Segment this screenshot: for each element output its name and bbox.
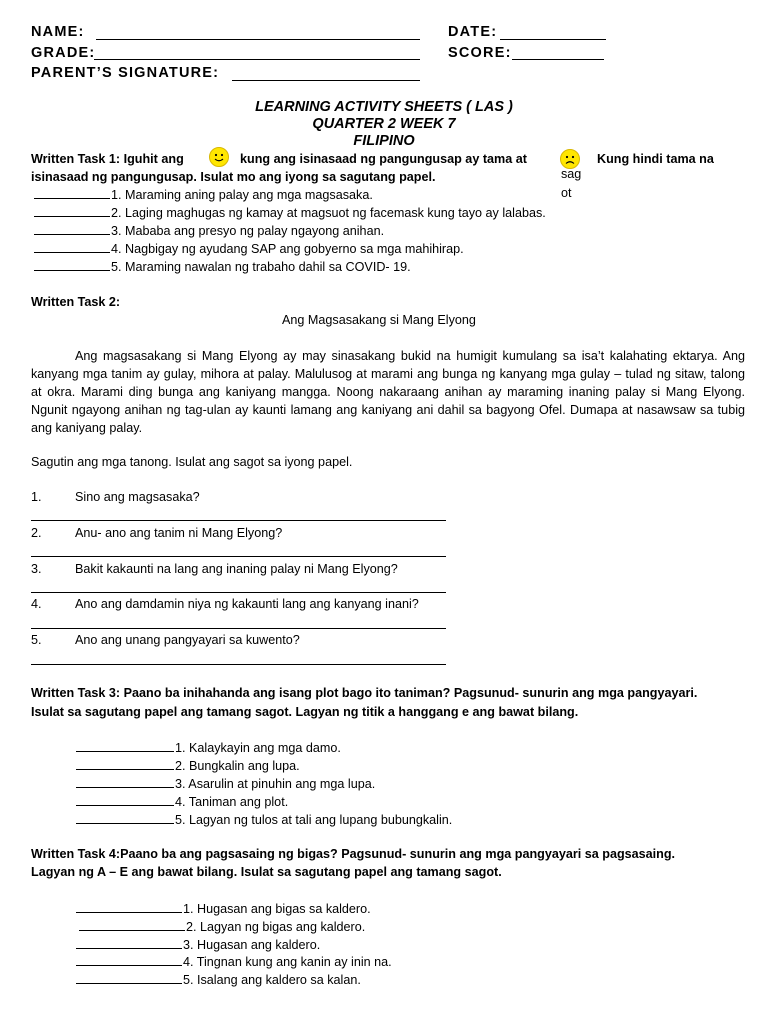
task1-item-text: 3. Mababa ang presyo ng palay ngayong anihan. — [111, 224, 385, 238]
task1-item — [34, 259, 411, 274]
sad-caption-2: ot — [561, 186, 572, 200]
task3-item-text: 1. Kalaykayin ang mga damo. — [175, 741, 341, 755]
task4-item — [76, 901, 371, 916]
question-text: Anu- ano ang tanim ni Mang Elyong? — [75, 526, 283, 540]
task4-item — [76, 937, 320, 952]
task3-item — [76, 812, 452, 827]
story-paragraph: Ang magsasakang si Mang Elyong ay may sinasakang bukid na humigit kumulang sa isa’t kalahating ektarya. Ang kanyang mga tanim ay gulay, mihora at palay. Malulusog at marami ang bunga ng kanyang mga gulay – tulad ng sitaw, talong at okra. Marami ding bunga ang kaniyang mangga. Noong nakaraang anihan ay maraming inaning palay si Mang Elyong. Ngunit ngayong anihan ng tag-ulan ay kaunti lamang ang kaniyang ani dahil sa bagyong Ofel. Dumapa at nasawsaw sa tubig ang kaniyang palay. — [31, 349, 745, 435]
task1-item — [34, 205, 546, 220]
answer-blank[interactable] — [76, 776, 174, 788]
task3-item-text: 2. Bungkalin ang lupa. — [175, 759, 300, 773]
answer-blank[interactable] — [76, 954, 182, 966]
task1-item-text: 4. Nagbigay ng ayudang SAP ang gobyerno sa mga mahihirap. — [111, 242, 464, 256]
task4-item-text: 3. Hugasan ang kaldero. — [183, 938, 321, 952]
task4-item-text: 1. Hugasan ang bigas sa kaldero. — [183, 902, 371, 916]
name-label: NAME: — [31, 24, 85, 40]
task4-item-text: 2. Lagyan ng bigas ang kaldero. — [186, 920, 366, 934]
task3-item — [76, 794, 288, 809]
answer-line[interactable] — [31, 592, 446, 593]
date-label: DATE: — [448, 24, 498, 40]
task4-instruction-2: Lagyan ng A – E ang bawat bilang. Isulat sa sagutang papel ang tamang sagot. — [31, 865, 502, 879]
parent-signature-label: PARENT’S SIGNATURE: — [31, 65, 220, 81]
task3-instruction-2: Isulat sa sagutang papel ang tamang sagot. Lagyan ng titik a hanggang e ang bawat bilang. — [31, 705, 579, 719]
grade-label: GRADE: — [31, 45, 96, 61]
task4-item — [79, 919, 365, 934]
task1-instruction-a: Written Task 1: Iguhit ang — [31, 152, 184, 166]
answer-blank[interactable] — [34, 187, 110, 199]
title-quarter: QUARTER 2 WEEK 7 — [312, 116, 456, 132]
task4-item-text: 4. Tingnan kung ang kanin ay inin na. — [183, 955, 392, 969]
task2-instruction: Sagutin ang mga tanong. Isulat ang sagot sa iyong papel. — [31, 455, 353, 469]
answer-blank[interactable] — [34, 223, 110, 235]
task1-item-text: 5. Maraming nawalan ng trabaho dahil sa COVID- 19. — [111, 260, 411, 274]
task3-item — [76, 776, 375, 791]
question-number: 3. — [31, 562, 42, 576]
answer-blank[interactable] — [76, 758, 174, 770]
smiley-happy-icon — [209, 147, 229, 167]
score-label: SCORE: — [448, 45, 512, 61]
task4-instruction-1: Written Task 4:Paano ba ang pagsasaing ng bigas? Pagsunud- sunurin ang mga pangyayari sa pagsasaing. — [31, 847, 676, 861]
question-text: Bakit kakaunti na lang ang inaning palay ni Mang Elyong? — [75, 562, 398, 576]
task1-item — [34, 241, 464, 256]
task1-item-text: 2. Laging maghugas ng kamay at magsuot ng facemask kung tayo ay lalabas. — [111, 206, 546, 220]
parent-signature-line — [232, 80, 420, 81]
task3-item-text: 3. Asarulin at pinuhin ang mga lupa. — [175, 777, 376, 791]
name-field-line — [96, 39, 420, 40]
answer-blank[interactable] — [76, 972, 182, 984]
task1-instruction-d: isinasaad ng pangungusap. Isulat mo ang iyong sa sagutang papel. — [31, 170, 436, 184]
answer-line[interactable] — [31, 520, 446, 521]
answer-blank[interactable] — [79, 919, 185, 931]
question-text: Ano ang unang pangyayari sa kuwento? — [75, 633, 300, 647]
question-text: Sino ang magsasaka? — [75, 490, 200, 504]
answer-line[interactable] — [31, 664, 446, 665]
answer-blank[interactable] — [34, 205, 110, 217]
answer-blank[interactable] — [76, 901, 182, 913]
task1-item — [34, 223, 384, 238]
date-field-line — [500, 39, 606, 40]
task3-item — [76, 758, 300, 773]
title-subject: FILIPINO — [353, 133, 415, 149]
task1-instruction-b: kung ang isinasaad ng pangungusap ay tama at — [240, 152, 527, 166]
grade-field-line — [94, 59, 420, 60]
task4-item — [76, 972, 361, 987]
answer-blank[interactable] — [34, 259, 110, 271]
smiley-sad-icon — [560, 149, 580, 169]
task3-item — [76, 740, 341, 755]
task1-item — [34, 187, 373, 202]
title-las: LEARNING ACTIVITY SHEETS ( LAS ) — [255, 99, 513, 115]
question-text: Ano ang damdamin niya ng kakaunti lang ang kanyang inani? — [75, 597, 419, 611]
question-number: 1. — [31, 490, 42, 504]
task3-instruction-1: Written Task 3: Paano ba inihahanda ang isang plot bago ito taniman? Pagsunud- sunurin ang mga pangyayari. — [31, 686, 698, 700]
answer-blank[interactable] — [76, 794, 174, 806]
answer-blank[interactable] — [76, 937, 182, 949]
task3-item-text: 5. Lagyan ng tulos at tali ang lupang bubungkalin. — [175, 813, 453, 827]
task4-item — [76, 954, 392, 969]
sad-caption-1: sag — [561, 167, 582, 181]
answer-blank[interactable] — [76, 740, 174, 752]
answer-blank[interactable] — [76, 812, 174, 824]
task3-item-text: 4. Taniman ang plot. — [175, 795, 289, 809]
task1-instruction-c: Kung hindi tama na — [597, 152, 714, 166]
task1-item-text: 1. Maraming aning palay ang mga magsasaka. — [111, 188, 373, 202]
question-number: 5. — [31, 633, 42, 647]
question-number: 4. — [31, 597, 42, 611]
answer-line[interactable] — [31, 556, 446, 557]
answer-line[interactable] — [31, 628, 446, 629]
question-number: 2. — [31, 526, 42, 540]
score-field-line — [512, 59, 604, 60]
answer-blank[interactable] — [34, 241, 110, 253]
story-title: Ang Magsasakang si Mang Elyong — [282, 313, 476, 327]
task2-label: Written Task 2: — [31, 295, 121, 309]
task4-item-text: 5. Isalang ang kaldero sa kalan. — [183, 973, 361, 987]
